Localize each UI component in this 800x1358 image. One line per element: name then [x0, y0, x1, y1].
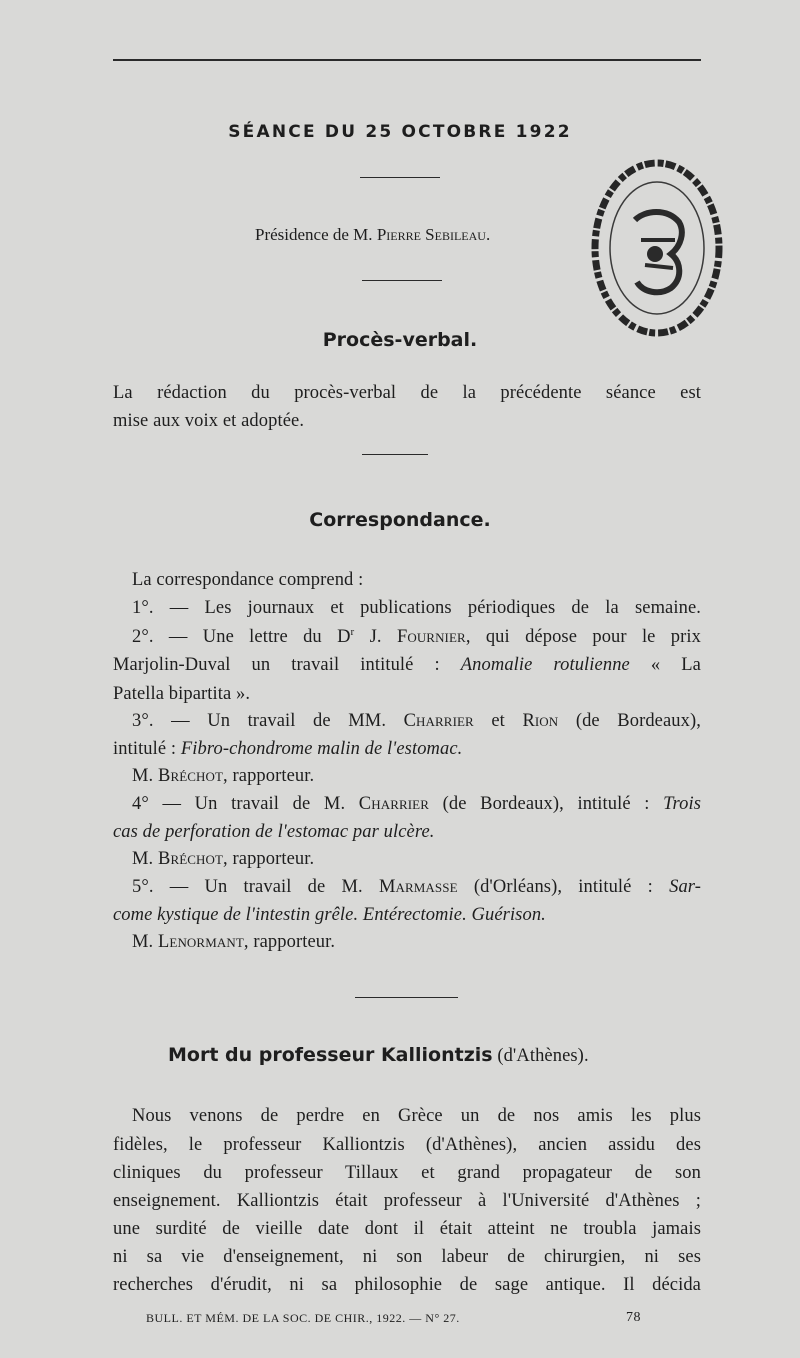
work-title: come kystique de l'intestin grêle. Entérectomie. Guérison. — [113, 905, 546, 925]
rapporteur-name: Bréchot — [158, 766, 224, 786]
presidence-line — [255, 225, 490, 245]
correspondance-item-4-line-2 — [113, 822, 435, 843]
text: J. — [354, 627, 397, 648]
work-title: Trois — [663, 794, 701, 814]
divider — [362, 280, 442, 281]
obituary-heading-bold: Mort du professeur Kalliontzis — [168, 1044, 493, 1066]
obituary-line-3: cliniques du professeur Tillaux et grand propagateur de son — [113, 1163, 701, 1183]
correspondance-item-3-rapporteur — [132, 766, 314, 787]
text: , qui dépose pour le prix — [465, 627, 701, 648]
president-name: Pierre Sebileau — [376, 225, 486, 244]
obituary-heading-rest: (d'Athènes). — [492, 1046, 589, 1066]
correspondance-item-2-line-3: Patella bipartita ». — [113, 684, 251, 704]
text: M. — [132, 849, 158, 869]
correspondance-item-4-line-1 — [132, 794, 701, 815]
superscript: r — [350, 626, 355, 638]
seance-title: SÉANCE DU 25 OCTOBRE 1922 — [228, 122, 572, 142]
text: , rapporteur. — [223, 766, 315, 786]
author-name: Fournier — [396, 627, 466, 648]
obituary-line-6: ni sa vie d'enseignement, ni son labeur de chirurgien, ni ses — [113, 1247, 701, 1267]
correspondance-item-2-line-1 — [132, 626, 701, 648]
obituary-line-7: recherches d'érudit, ni sa philosophie de sage antique. Il décida — [113, 1275, 701, 1295]
correspondance-heading: Correspondance. — [309, 509, 491, 531]
proces-verbal-line-1: La rédaction du procès-verbal de la précédente séance est — [113, 383, 701, 403]
work-title: cas de perforation de l'estomac par ulcère. — [113, 822, 435, 842]
obituary-line-5: une surdité de vieille date dont il était atteint ne troubla jamais — [113, 1219, 701, 1239]
text: M. — [132, 932, 158, 952]
footer-citation: BULL. ET MÉM. DE LA SOC. DE CHIR., 1922. — N° 27. — [146, 1311, 460, 1325]
correspondance-item-3-line-2 — [113, 739, 462, 760]
obituary-line-2: fidèles, le professeur Kalliontzis (d'Athènes), ancien assidu des — [113, 1135, 701, 1155]
obituary-line-4: enseignement. Kalliontzis était professeur à l'Université d'Athènes ; — [113, 1191, 701, 1211]
page-number: 78 — [626, 1310, 641, 1325]
author-name: Charrier — [358, 794, 429, 814]
divider — [362, 454, 428, 455]
text: M. — [132, 766, 158, 786]
author-name: Marmasse — [378, 877, 458, 897]
text: Marjolin-Duval un travail intitulé : — [113, 655, 461, 675]
text: , rapporteur. — [223, 849, 315, 869]
text: (de Bordeaux), — [558, 711, 701, 731]
presidence-suffix: . — [485, 225, 491, 244]
divider — [355, 997, 458, 998]
work-title: Fibro-chondrome malin de l'estomac. — [180, 739, 463, 759]
divider — [360, 177, 440, 178]
rapporteur-name: Bréchot — [158, 849, 224, 869]
correspondance-item-5-line-2 — [113, 905, 546, 926]
text: 3°. — Un travail de MM. — [132, 711, 404, 731]
proces-verbal-heading: Procès-verbal. — [322, 329, 478, 351]
correspondance-item-1: 1°. — Les journaux et publications périodiques de la semaine. — [132, 598, 701, 618]
proces-verbal-line-2: mise aux voix et adoptée. — [113, 411, 305, 431]
library-stamp — [585, 150, 735, 350]
work-title: Sar- — [669, 877, 701, 897]
author-name: Charrier — [403, 711, 474, 731]
top-rule — [113, 59, 701, 61]
text: 5°. — Un travail de M. — [132, 877, 379, 897]
obituary-line-1: Nous venons de perdre en Grèce un de nos amis les plus — [132, 1106, 701, 1126]
correspondance-item-5-rapporteur — [132, 932, 335, 953]
correspondance-intro: La correspondance comprend : — [132, 570, 364, 590]
presidence-prefix: Présidence de M. — [255, 225, 377, 244]
text: (de Bordeaux), intitulé : — [429, 794, 664, 814]
work-title: Anomalie rotulienne — [460, 655, 630, 675]
correspondance-item-3-line-1 — [132, 711, 701, 732]
author-name: Rion — [522, 711, 559, 731]
text: , rapporteur. — [243, 932, 336, 952]
text: (d'Orléans), intitulé : — [457, 877, 670, 897]
text: « La — [629, 655, 701, 675]
rapporteur-name: Lenormant — [158, 932, 244, 952]
text: 4° — Un travail de M. — [132, 794, 359, 814]
obituary-heading — [168, 1044, 589, 1067]
text: intitulé : — [113, 739, 181, 759]
correspondance-item-4-rapporteur — [132, 849, 314, 870]
text: 2°. — Une lettre du D — [132, 627, 351, 648]
correspondance-item-2-line-2 — [113, 655, 701, 676]
text: et — [473, 711, 523, 731]
correspondance-item-5-line-1 — [132, 877, 701, 898]
